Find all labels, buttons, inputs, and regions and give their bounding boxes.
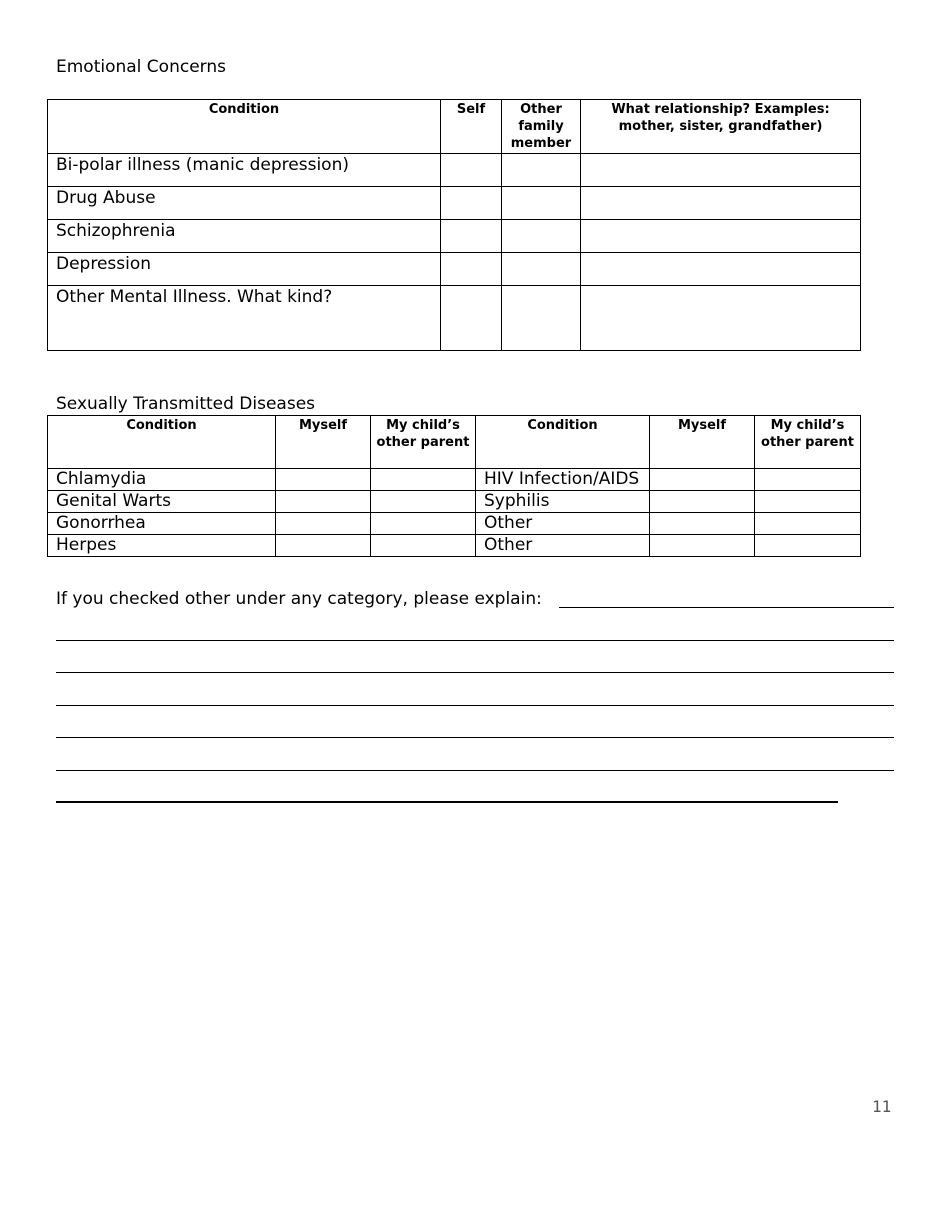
- other-family-checkbox-cell[interactable]: [502, 154, 581, 187]
- table-header-row: [48, 416, 861, 469]
- condition-label: Schizophrenia: [48, 220, 441, 253]
- condition-label: Syphilis: [476, 491, 650, 513]
- other-family-checkbox-cell[interactable]: [502, 187, 581, 220]
- header-other-family-member: Other family member: [502, 100, 581, 154]
- header-self: Self: [441, 100, 502, 154]
- relationship-input-cell[interactable]: [581, 253, 861, 286]
- other-parent-checkbox-cell[interactable]: [755, 469, 861, 491]
- header-myself: Myself: [276, 416, 371, 469]
- emotional-concerns-title: Emotional Concerns: [56, 57, 226, 77]
- self-checkbox-cell[interactable]: [441, 253, 502, 286]
- condition-label: Bi-polar illness (manic depression): [48, 154, 441, 187]
- condition-label: Herpes: [48, 535, 276, 557]
- header-other-parent: My child’s other parent: [371, 416, 476, 469]
- myself-checkbox-cell[interactable]: [276, 535, 371, 557]
- self-checkbox-cell[interactable]: [441, 154, 502, 187]
- table-row: [48, 491, 861, 513]
- relationship-input-cell[interactable]: [581, 220, 861, 253]
- header-myself: Myself: [650, 416, 755, 469]
- condition-label: Gonorrhea: [48, 513, 276, 535]
- emotional-concerns-table: [47, 99, 861, 351]
- page-number: 11: [872, 1097, 892, 1116]
- std-table: [47, 415, 861, 557]
- std-title: Sexually Transmitted Diseases: [56, 394, 316, 414]
- explain-answer-line[interactable]: [56, 705, 894, 706]
- condition-label: Drug Abuse: [48, 187, 441, 220]
- explain-answer-line[interactable]: [559, 607, 894, 608]
- header-relationship: What relationship? Examples: mother, sister, grandfather): [581, 100, 861, 154]
- table-row: [48, 535, 861, 557]
- explain-answer-line[interactable]: [56, 640, 894, 641]
- table-row: [48, 187, 861, 220]
- other-family-checkbox-cell[interactable]: [502, 286, 581, 351]
- other-parent-checkbox-cell[interactable]: [371, 491, 476, 513]
- other-family-checkbox-cell[interactable]: [502, 220, 581, 253]
- explain-answer-line[interactable]: [56, 770, 894, 771]
- header-other-parent: My child’s other parent: [755, 416, 861, 469]
- condition-label: Other: [476, 513, 650, 535]
- condition-label: Depression: [48, 253, 441, 286]
- myself-checkbox-cell[interactable]: [276, 513, 371, 535]
- self-checkbox-cell[interactable]: [441, 286, 502, 351]
- other-parent-checkbox-cell[interactable]: [371, 469, 476, 491]
- header-condition: Condition: [476, 416, 650, 469]
- myself-checkbox-cell[interactable]: [650, 491, 755, 513]
- table-row: [48, 220, 861, 253]
- explain-answer-line[interactable]: [56, 737, 894, 738]
- table-row: [48, 469, 861, 491]
- table-row: [48, 253, 861, 286]
- self-checkbox-cell[interactable]: [441, 187, 502, 220]
- relationship-input-cell[interactable]: [581, 154, 861, 187]
- myself-checkbox-cell[interactable]: [650, 469, 755, 491]
- explain-prompt: If you checked other under any category, please explain:: [56, 589, 542, 609]
- table-row: [48, 513, 861, 535]
- table-row: [48, 154, 861, 187]
- table-header-row: [48, 100, 861, 154]
- other-parent-checkbox-cell[interactable]: [755, 513, 861, 535]
- table-row: [48, 286, 861, 351]
- header-condition: Condition: [48, 416, 276, 469]
- other-family-checkbox-cell[interactable]: [502, 253, 581, 286]
- myself-checkbox-cell[interactable]: [276, 469, 371, 491]
- other-parent-checkbox-cell[interactable]: [755, 535, 861, 557]
- self-checkbox-cell[interactable]: [441, 220, 502, 253]
- relationship-input-cell[interactable]: [581, 187, 861, 220]
- condition-label: Other: [476, 535, 650, 557]
- explain-answer-line[interactable]: [56, 672, 894, 673]
- myself-checkbox-cell[interactable]: [276, 491, 371, 513]
- other-parent-checkbox-cell[interactable]: [371, 513, 476, 535]
- condition-label: HIV Infection/AIDS: [476, 469, 650, 491]
- condition-label: Chlamydia: [48, 469, 276, 491]
- explain-answer-line[interactable]: [56, 801, 838, 803]
- other-parent-checkbox-cell[interactable]: [755, 491, 861, 513]
- condition-label: Other Mental Illness. What kind?: [48, 286, 441, 351]
- relationship-input-cell[interactable]: [581, 286, 861, 351]
- condition-label: Genital Warts: [48, 491, 276, 513]
- header-condition: Condition: [48, 100, 441, 154]
- myself-checkbox-cell[interactable]: [650, 535, 755, 557]
- myself-checkbox-cell[interactable]: [650, 513, 755, 535]
- other-parent-checkbox-cell[interactable]: [371, 535, 476, 557]
